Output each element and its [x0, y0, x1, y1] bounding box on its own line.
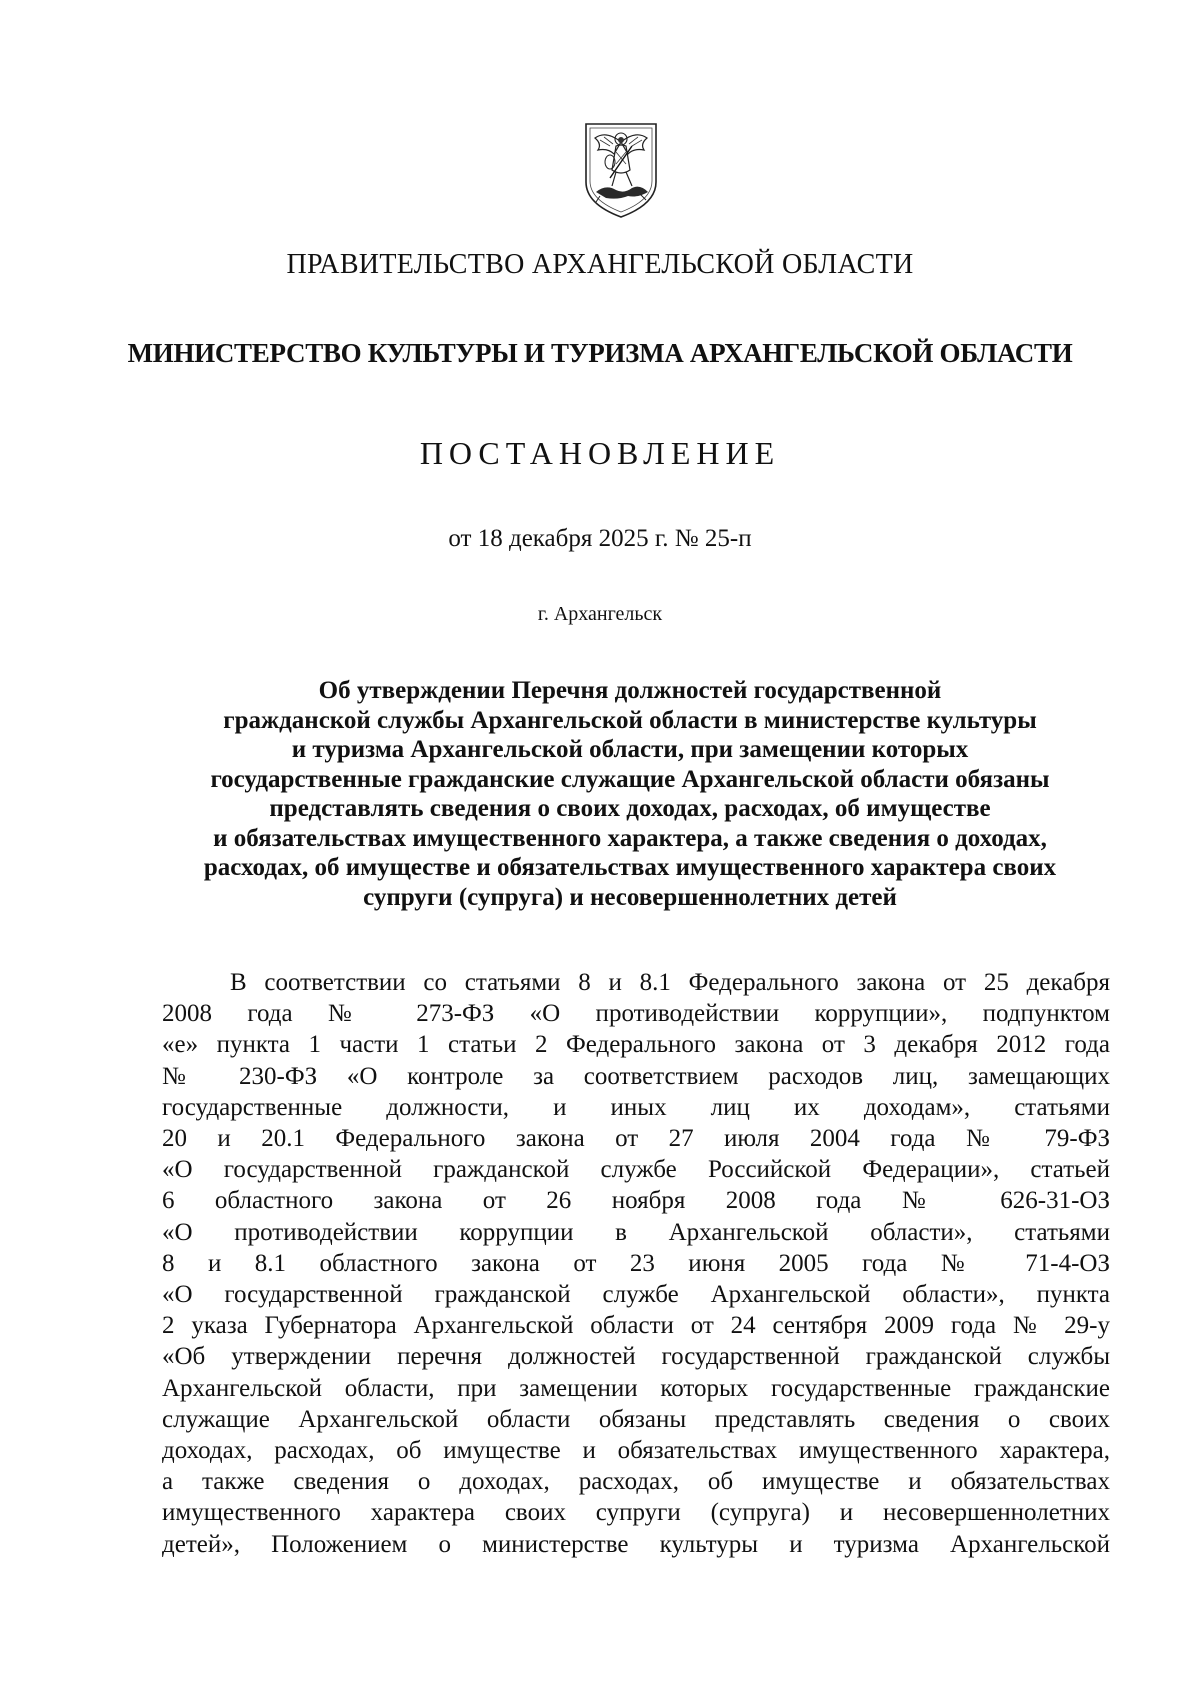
- document-type: ПОСТАНОВЛЕНИЕ: [419, 435, 781, 471]
- ministry-name: МИНИСТЕРСТВО КУЛЬТУРЫ И ТУРИЗМА АРХАНГЕЛЬСКОЙ ОБЛАСТИ: [127, 338, 1073, 368]
- body-line: 2 указа Губернатора Архангельской области от 24 сентября 2009 года № 29-у: [162, 1312, 1110, 1340]
- body-line: детей», Положением о министерстве культуры и туризма Архангельской: [162, 1530, 1110, 1558]
- document-date-number: от 18 декабря 2025 г. № 25-п: [448, 525, 752, 552]
- body-line: доходах, расходах, об имуществе и обязательствах имущественного характера,: [162, 1437, 1110, 1465]
- body-line: служащие Архангельской области обязаны представлять сведения о своих: [162, 1405, 1110, 1433]
- archangel-coat-of-arms-icon: [580, 120, 662, 220]
- document-body: [162, 967, 1110, 1560]
- title-line: и туризма Архангельской области, при замещении которых: [291, 736, 969, 763]
- document-city: г. Архангельск: [537, 603, 663, 625]
- body-line: «е» пункта 1 части 1 статьи 2 Федерального закона от 3 декабря 2012 года: [162, 1031, 1110, 1059]
- title-line: супруги (супруга) и несовершеннолетних детей: [363, 883, 897, 911]
- body-line: Архангельской области, при замещении которых государственные гражданские: [162, 1374, 1110, 1402]
- title-line: представлять сведения о своих доходах, расходах, об имуществе: [269, 795, 991, 822]
- body-line: государственные должности, и иных лиц их доходам», статьями: [162, 1093, 1110, 1121]
- body-line: а также сведения о доходах, расходах, об имуществе и обязательствах: [162, 1468, 1110, 1496]
- body-line: В соответствии со статьями 8 и 8.1 Федерального закона от 25 декабря: [230, 969, 1110, 996]
- body-line: 2008 года № 273-ФЗ «О противодействии коррупции», подпунктом: [162, 1000, 1110, 1028]
- body-line: имущественного характера своих супруги (супруга) и несовершеннолетних: [162, 1499, 1110, 1527]
- body-line: «О государственной гражданской службе Российской Федерации», статьей: [162, 1156, 1110, 1184]
- government-name: ПРАВИТЕЛЬСТВО АРХАНГЕЛЬСКОЙ ОБЛАСТИ: [286, 249, 914, 280]
- document-title: [150, 676, 1110, 912]
- body-line: «О противодействии коррупции в Архангельской области», статьями: [162, 1218, 1110, 1246]
- body-line: 6 областного закона от 26 ноября 2008 года № 626-31-ОЗ: [162, 1187, 1110, 1215]
- body-line: 8 и 8.1 областного закона от 23 июня 2005 года № 71-4-ОЗ: [162, 1249, 1110, 1277]
- body-line: № 230-ФЗ «О контроле за соответствием расходов лиц, замещающих: [162, 1062, 1110, 1090]
- body-line: «Об утверждении перечня должностей государственной гражданской службы: [162, 1343, 1110, 1371]
- body-line: «О государственной гражданской службе Архангельской области», пункта: [162, 1281, 1110, 1309]
- title-line: Об утверждении Перечня должностей государственной: [318, 677, 942, 704]
- title-line: и обязательствах имущественного характера, а также сведения о доходах,: [213, 824, 1047, 852]
- title-line: гражданской службы Архангельской области в министерстве культуры: [223, 706, 1037, 734]
- title-line: государственные гражданские служащие Архангельской области обязаны: [210, 765, 1050, 793]
- title-line: расходах, об имуществе и обязательствах имущественного характера своих: [203, 854, 1057, 881]
- body-line: 20 и 20.1 Федерального закона от 27 июля 2004 года № 79-ФЗ: [162, 1125, 1110, 1153]
